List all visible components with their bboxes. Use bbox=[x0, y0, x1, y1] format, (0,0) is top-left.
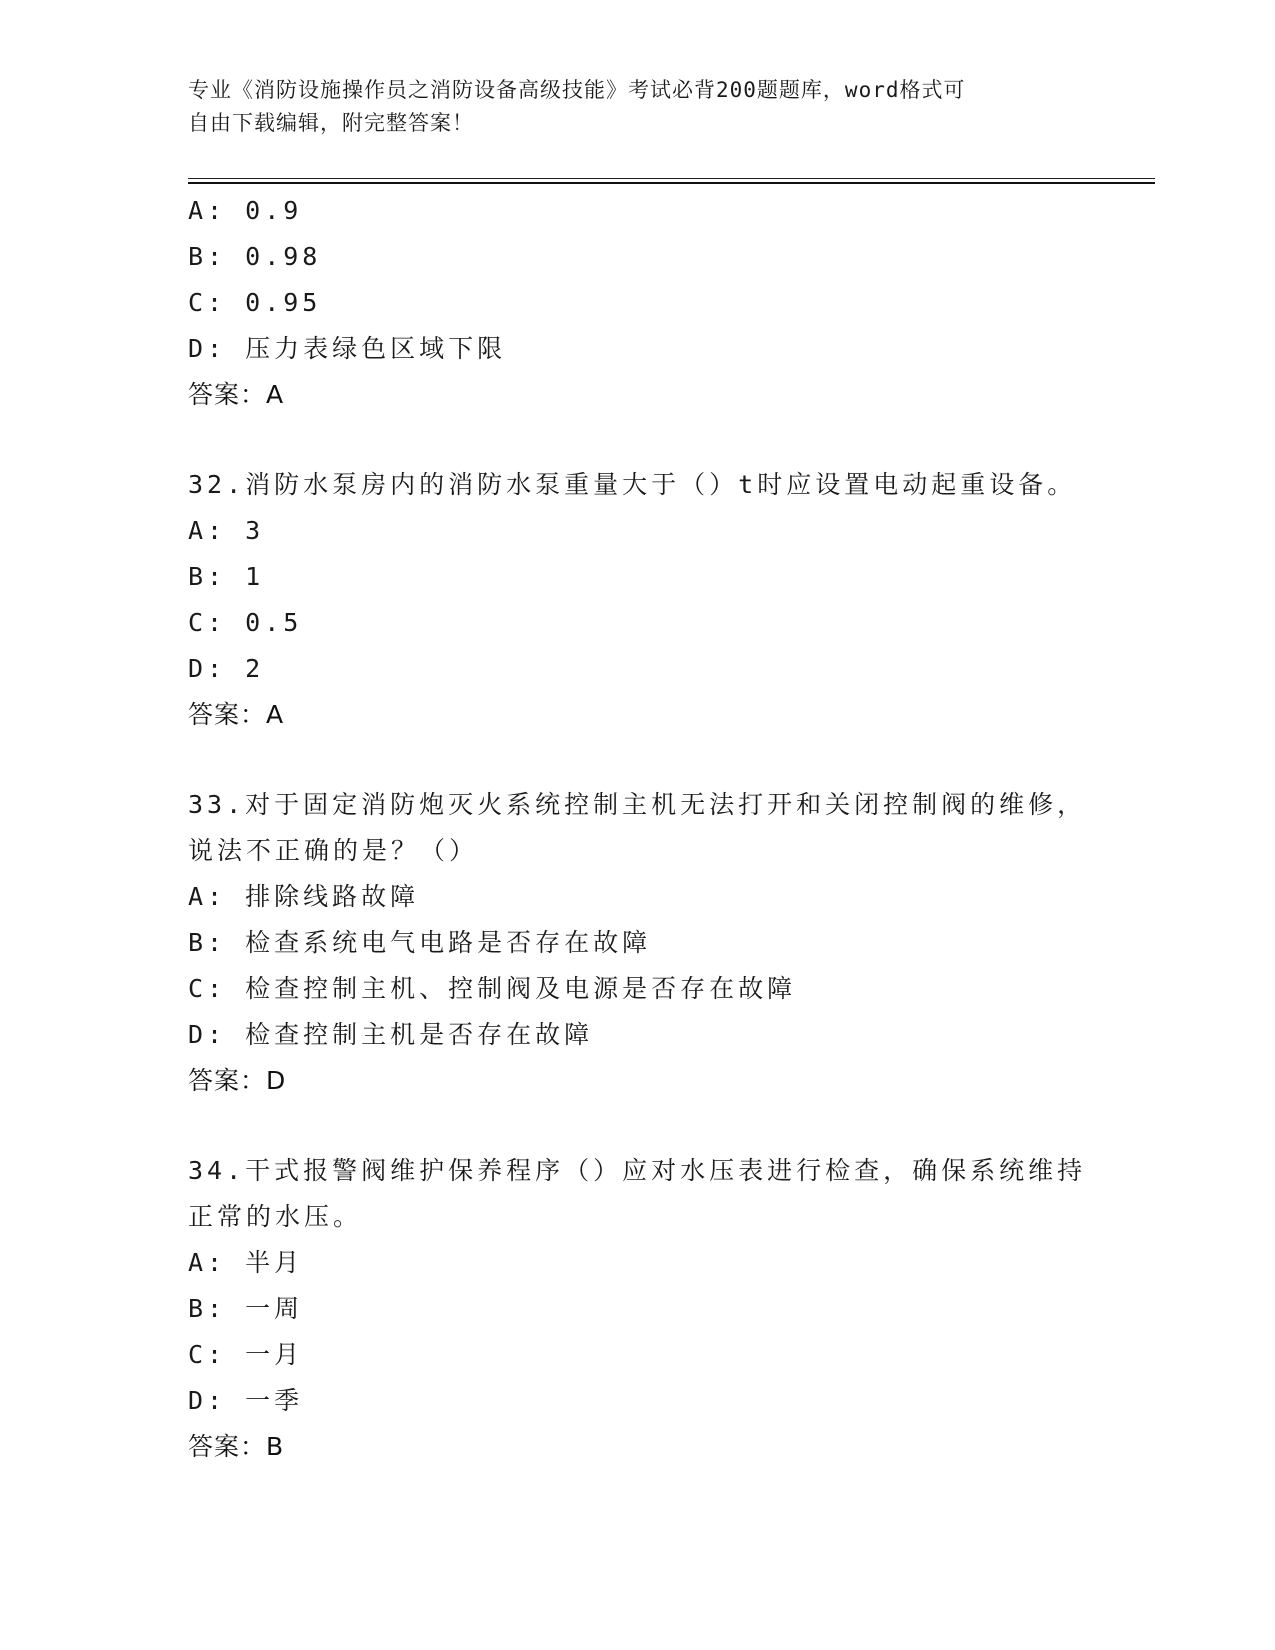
option-b: B: 检查系统电气电路是否存在故障 bbox=[188, 928, 652, 957]
option-d: D: 一季 bbox=[188, 1386, 304, 1415]
answer: 答案：D bbox=[188, 1066, 287, 1095]
option-a: A: 3 bbox=[188, 516, 265, 545]
option-c: C: 检查控制主机、控制阀及电源是否存在故障 bbox=[188, 974, 797, 1003]
question-33 bbox=[188, 782, 1088, 1104]
header-line-2: 自由下载编辑，附完整答案！ bbox=[188, 111, 474, 135]
question-content bbox=[188, 188, 1088, 1470]
answer: 答案：A bbox=[188, 380, 285, 409]
question-34 bbox=[188, 1148, 1088, 1470]
question-stem: 32.消防水泵房内的消防水泵重量大于（）t时应设置电动起重设备。 bbox=[188, 470, 1077, 499]
question-stem-line-1: 34.干式报警阀维护保养程序（）应对水压表进行检查，确保系统维持 bbox=[188, 1156, 1087, 1185]
option-a: A: 0.9 bbox=[188, 196, 303, 225]
question-stem-line-2: 正常的水压。 bbox=[188, 1202, 363, 1231]
option-c: C: 一月 bbox=[188, 1340, 304, 1369]
document-header bbox=[188, 74, 1068, 140]
option-a: A: 排除线路故障 bbox=[188, 882, 420, 911]
question-32 bbox=[188, 462, 1088, 738]
option-a: A: 半月 bbox=[188, 1248, 304, 1277]
question-stem-line-2: 说法不正确的是？（） bbox=[188, 836, 479, 865]
option-b: B: 1 bbox=[188, 562, 265, 591]
option-d: D: 检查控制主机是否存在故障 bbox=[188, 1020, 594, 1049]
question-31-continued bbox=[188, 188, 1088, 418]
option-c: C: 0.5 bbox=[188, 608, 303, 637]
option-b: B: 一周 bbox=[188, 1294, 304, 1323]
answer: 答案：A bbox=[188, 700, 285, 729]
header-line-1: 专业《消防设施操作员之消防设备高级技能》考试必背200题题库，word格式可 bbox=[188, 78, 966, 102]
option-c: C: 0.95 bbox=[188, 288, 322, 317]
header-divider-thick bbox=[188, 182, 1155, 184]
option-d: D: 压力表绿色区域下限 bbox=[188, 334, 507, 363]
header-divider-thin bbox=[188, 178, 1155, 179]
answer: 答案：B bbox=[188, 1432, 285, 1461]
question-stem-line-1: 33.对于固定消防炮灭火系统控制主机无法打开和关闭控制阀的维修， bbox=[188, 790, 1087, 819]
option-d: D: 2 bbox=[188, 654, 265, 683]
option-b: B: 0.98 bbox=[188, 242, 322, 271]
